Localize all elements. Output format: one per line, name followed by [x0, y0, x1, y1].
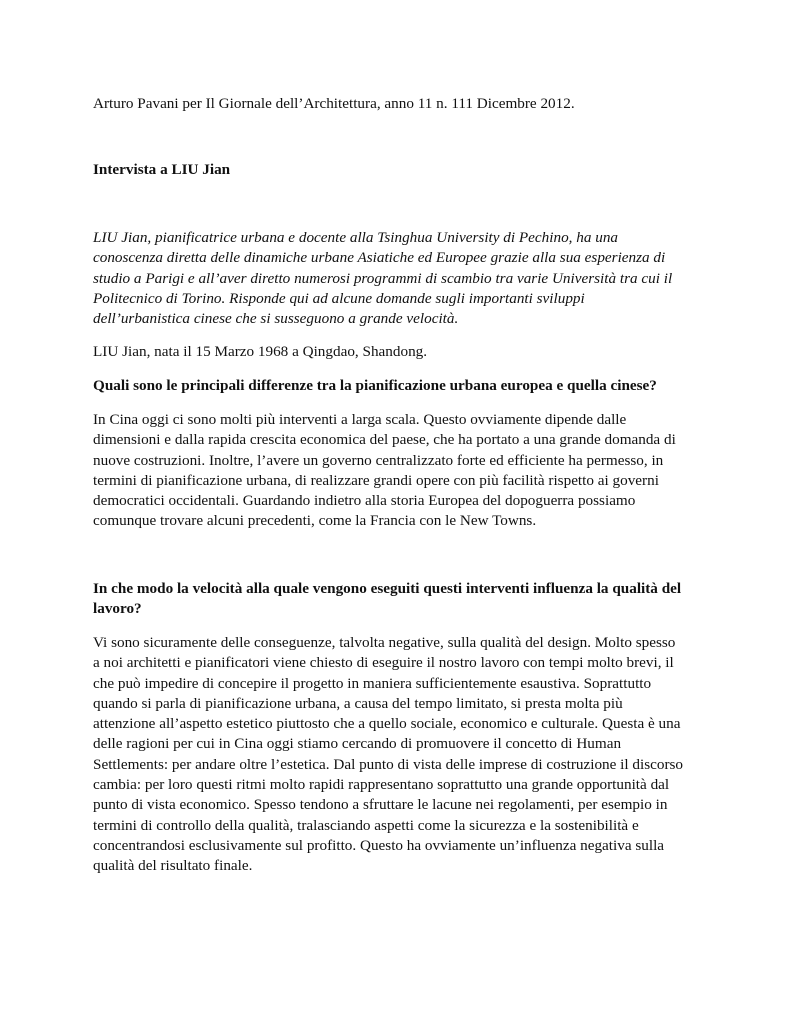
bio-line: LIU Jian, nata il 15 Marzo 1968 a Qingdao, Shandong. — [93, 343, 428, 360]
intro-line: dell’urbanistica cinese che si susseguono a grande velocità. — [93, 310, 459, 328]
answer-line: Settlements: per andare oltre l’estetica. Dal punto di vista delle imprese di costruzione il discorso — [93, 755, 684, 773]
intro-line: LIU Jian, pianificatrice urbana e docente alla Tsinghua University di Pechino, ha una — [93, 229, 619, 246]
answer-2 — [93, 633, 705, 877]
answer-1 — [93, 410, 705, 532]
answer-line: delle ragioni per cui in Cina oggi stiamo cercando di promuovere il concetto di Human — [93, 735, 622, 753]
question-line: lavoro? — [93, 600, 142, 618]
citation-line: Arturo Pavani per Il Giornale dell’Architettura, anno 11 n. 111 Dicembre 2012. — [93, 95, 575, 112]
answer-line: dimensioni e dalla rapida crescita economica del paese, che ha portato a una grande domanda di — [93, 431, 676, 449]
answer-line: a noi architetti e pianificatori viene chiesto di eseguire il nostro lavoro con tempi molto brevi, il — [93, 654, 674, 672]
intro-paragraph — [93, 228, 705, 329]
question-1 — [93, 376, 705, 396]
answer-line: In Cina oggi ci sono molti più interventi a larga scala. Questo ovviamente dipende dalle — [93, 411, 627, 428]
answer-line: termini di pianificazione urbana, di realizzare grandi opere con più facilità rispetto ai governi — [93, 471, 659, 489]
intro-line: Politecnico di Torino. Risponde qui ad alcune domande sugli importanti sviluppi — [93, 289, 585, 307]
intro-line: studio a Parigi e all’aver diretto numerosi programmi di scambio tra varie Università tra cui il — [93, 269, 673, 287]
question-line: In che modo la velocità alla quale vengono eseguiti questi interventi influenza la qualità del — [93, 580, 682, 597]
answer-line: punto di vista economico. Spesso tendono a sfruttare le lacune nei regolamenti, per esempio in — [93, 796, 668, 814]
answer-line: Vi sono sicuramente delle conseguenze, talvolta negative, sulla qualità del design. Molto spesso — [93, 634, 676, 651]
answer-line: quando si parla di pianificazione urbana, a causa del tempo limitato, si presta molta più — [93, 694, 623, 712]
answer-line: qualità del risultato finale. — [93, 857, 253, 875]
answer-line: nuove costruzioni. Inoltre, l’avere un governo centralizzato forte ed efficiente ha permesso, in — [93, 451, 664, 469]
answer-line: cambia: per loro questi ritmi molto rapidi rappresentano soprattutto una grande opportunità dal — [93, 776, 670, 794]
answer-line: comunque trovare alcuni precedenti, come la Francia con le New Towns. — [93, 512, 537, 530]
question-2 — [93, 579, 705, 620]
answer-line: termini di controllo della qualità, tralasciando aspetti come la sicurezza e la sostenibilità e — [93, 816, 639, 834]
question-line: Quali sono le principali differenze tra la pianificazione urbana europea e quella cinese? — [93, 377, 657, 394]
intro-line: conoscenza diretta delle dinamiche urbane Asiatiche ed Europee grazie alla sua esperienza di — [93, 249, 666, 267]
answer-line: che può impedire di concepire il progetto in maniera sufficientemente esaustiva. Soprattutto — [93, 674, 652, 692]
answer-line: attenzione all’aspetto estetico piuttosto che a quello sociale, economico e culturale. Questa è una — [93, 715, 681, 733]
answer-line: concentrandosi esclusivamente sul profitto. Questo ha ovviamente un’influenza negativa sulla — [93, 836, 665, 854]
answer-line: democratici occidentali. Guardando indietro alla storia Europea del dopoguerra possiamo — [93, 492, 636, 510]
article-title: Intervista a LIU Jian — [93, 161, 231, 178]
